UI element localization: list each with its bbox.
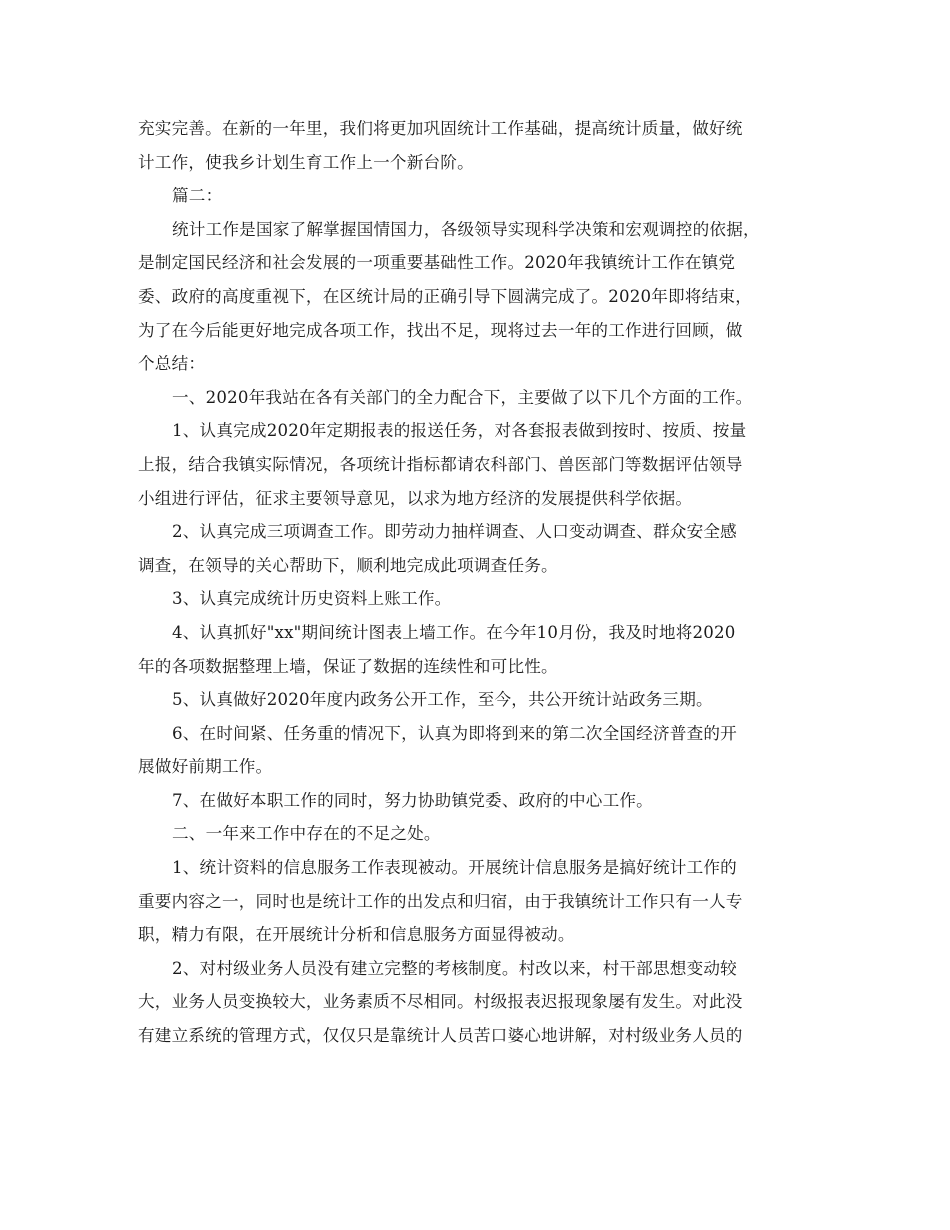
text-line: 1、认真完成2020年定期报表的报送任务，对各套报表做到按时、按质、按量 (172, 421, 747, 441)
text-line: 为了在今后能更好地完成各项工作，找出不足，现将过去一年的工作进行回顾，做 (138, 320, 743, 340)
text-line: 个总结： (138, 354, 206, 374)
text-line: 展做好前期工作。 (138, 757, 273, 777)
text-line: 调查，在领导的关心帮助下，顺利地完成此项调查任务。 (138, 555, 558, 575)
text-line: 二、一年来工作中存在的不足之处。 (172, 824, 441, 844)
text-line: 统计工作是国家了解掌握国情国力，各级领导实现科学决策和宏观调控的依据， (172, 219, 760, 239)
text-line: 1、统计资料的信息服务工作表现被动。开展统计信息服务是搞好统计工作的 (172, 858, 737, 878)
text-line: 职，精力有限，在开展统计分析和信息服务方面显得被动。 (138, 925, 575, 945)
text-line: 委、政府的高度重视下，在区统计局的正确引导下圆满完成了。2020年即将结束， (138, 286, 753, 306)
text-line: 7、在做好本职工作的同时，努力协助镇党委、政府的中心工作。 (172, 790, 653, 810)
document-body (138, 112, 822, 1053)
text-line: 小组进行评估，征求主要领导意见，以求为地方经济的发展提供科学依据。 (138, 488, 693, 508)
section-heading: 篇二： (172, 186, 223, 206)
text-line: 年的各项数据整理上墙，保证了数据的连续性和可比性。 (138, 656, 558, 676)
text-line: 6、在时间紧、任务重的情况下，认真为即将到来的第二次全国经济普查的开 (172, 723, 737, 743)
text-line: 2、认真完成三项调查工作。即劳动力抽样调查、人口变动调查、群众安全感 (172, 522, 737, 542)
text-line: 充实完善。在新的一年里，我们将更加巩固统计工作基础，提高统计质量，做好统 (138, 119, 743, 138)
text-line: 3、认真完成统计历史资料上账工作。 (172, 589, 452, 609)
text-line: 4、认真抓好"xx"期间统计图表上墙工作。在今年10月份，我及时地将2020 (172, 622, 736, 642)
text-line: 重要内容之一，同时也是统计工作的出发点和归宿，由于我镇统计工作只有一人专 (138, 891, 743, 911)
text-line: 大，业务人员变换较大，业务素质不尽相同。村级报表迟报现象屡有发生。对此没 (138, 992, 743, 1012)
text-line: 5、认真做好2020年度内政务公开工作，至今，共公开统计站政务三期。 (172, 690, 713, 710)
text-line: 是制定国民经济和社会发展的一项重要基础性工作。2020年我镇统计工作在镇党 (138, 253, 736, 273)
text-line: 有建立系统的管理方式，仅仅只是靠统计人员苦口婆心地讲解，对村级业务人员的 (138, 1026, 743, 1046)
text-line: 计工作，使我乡计划生育工作上一个新台阶。 (138, 152, 474, 172)
text-line: 一、2020年我站在各有关部门的全力配合下，主要做了以下几个方面的工作。 (172, 387, 753, 407)
text-line: 上报，结合我镇实际情况，各项统计指标都请农科部门、兽医部门等数据评估领导 (138, 454, 743, 474)
text-line: 2、对村级业务人员没有建立完整的考核制度。村改以来，村干部思想变动较 (172, 958, 737, 978)
